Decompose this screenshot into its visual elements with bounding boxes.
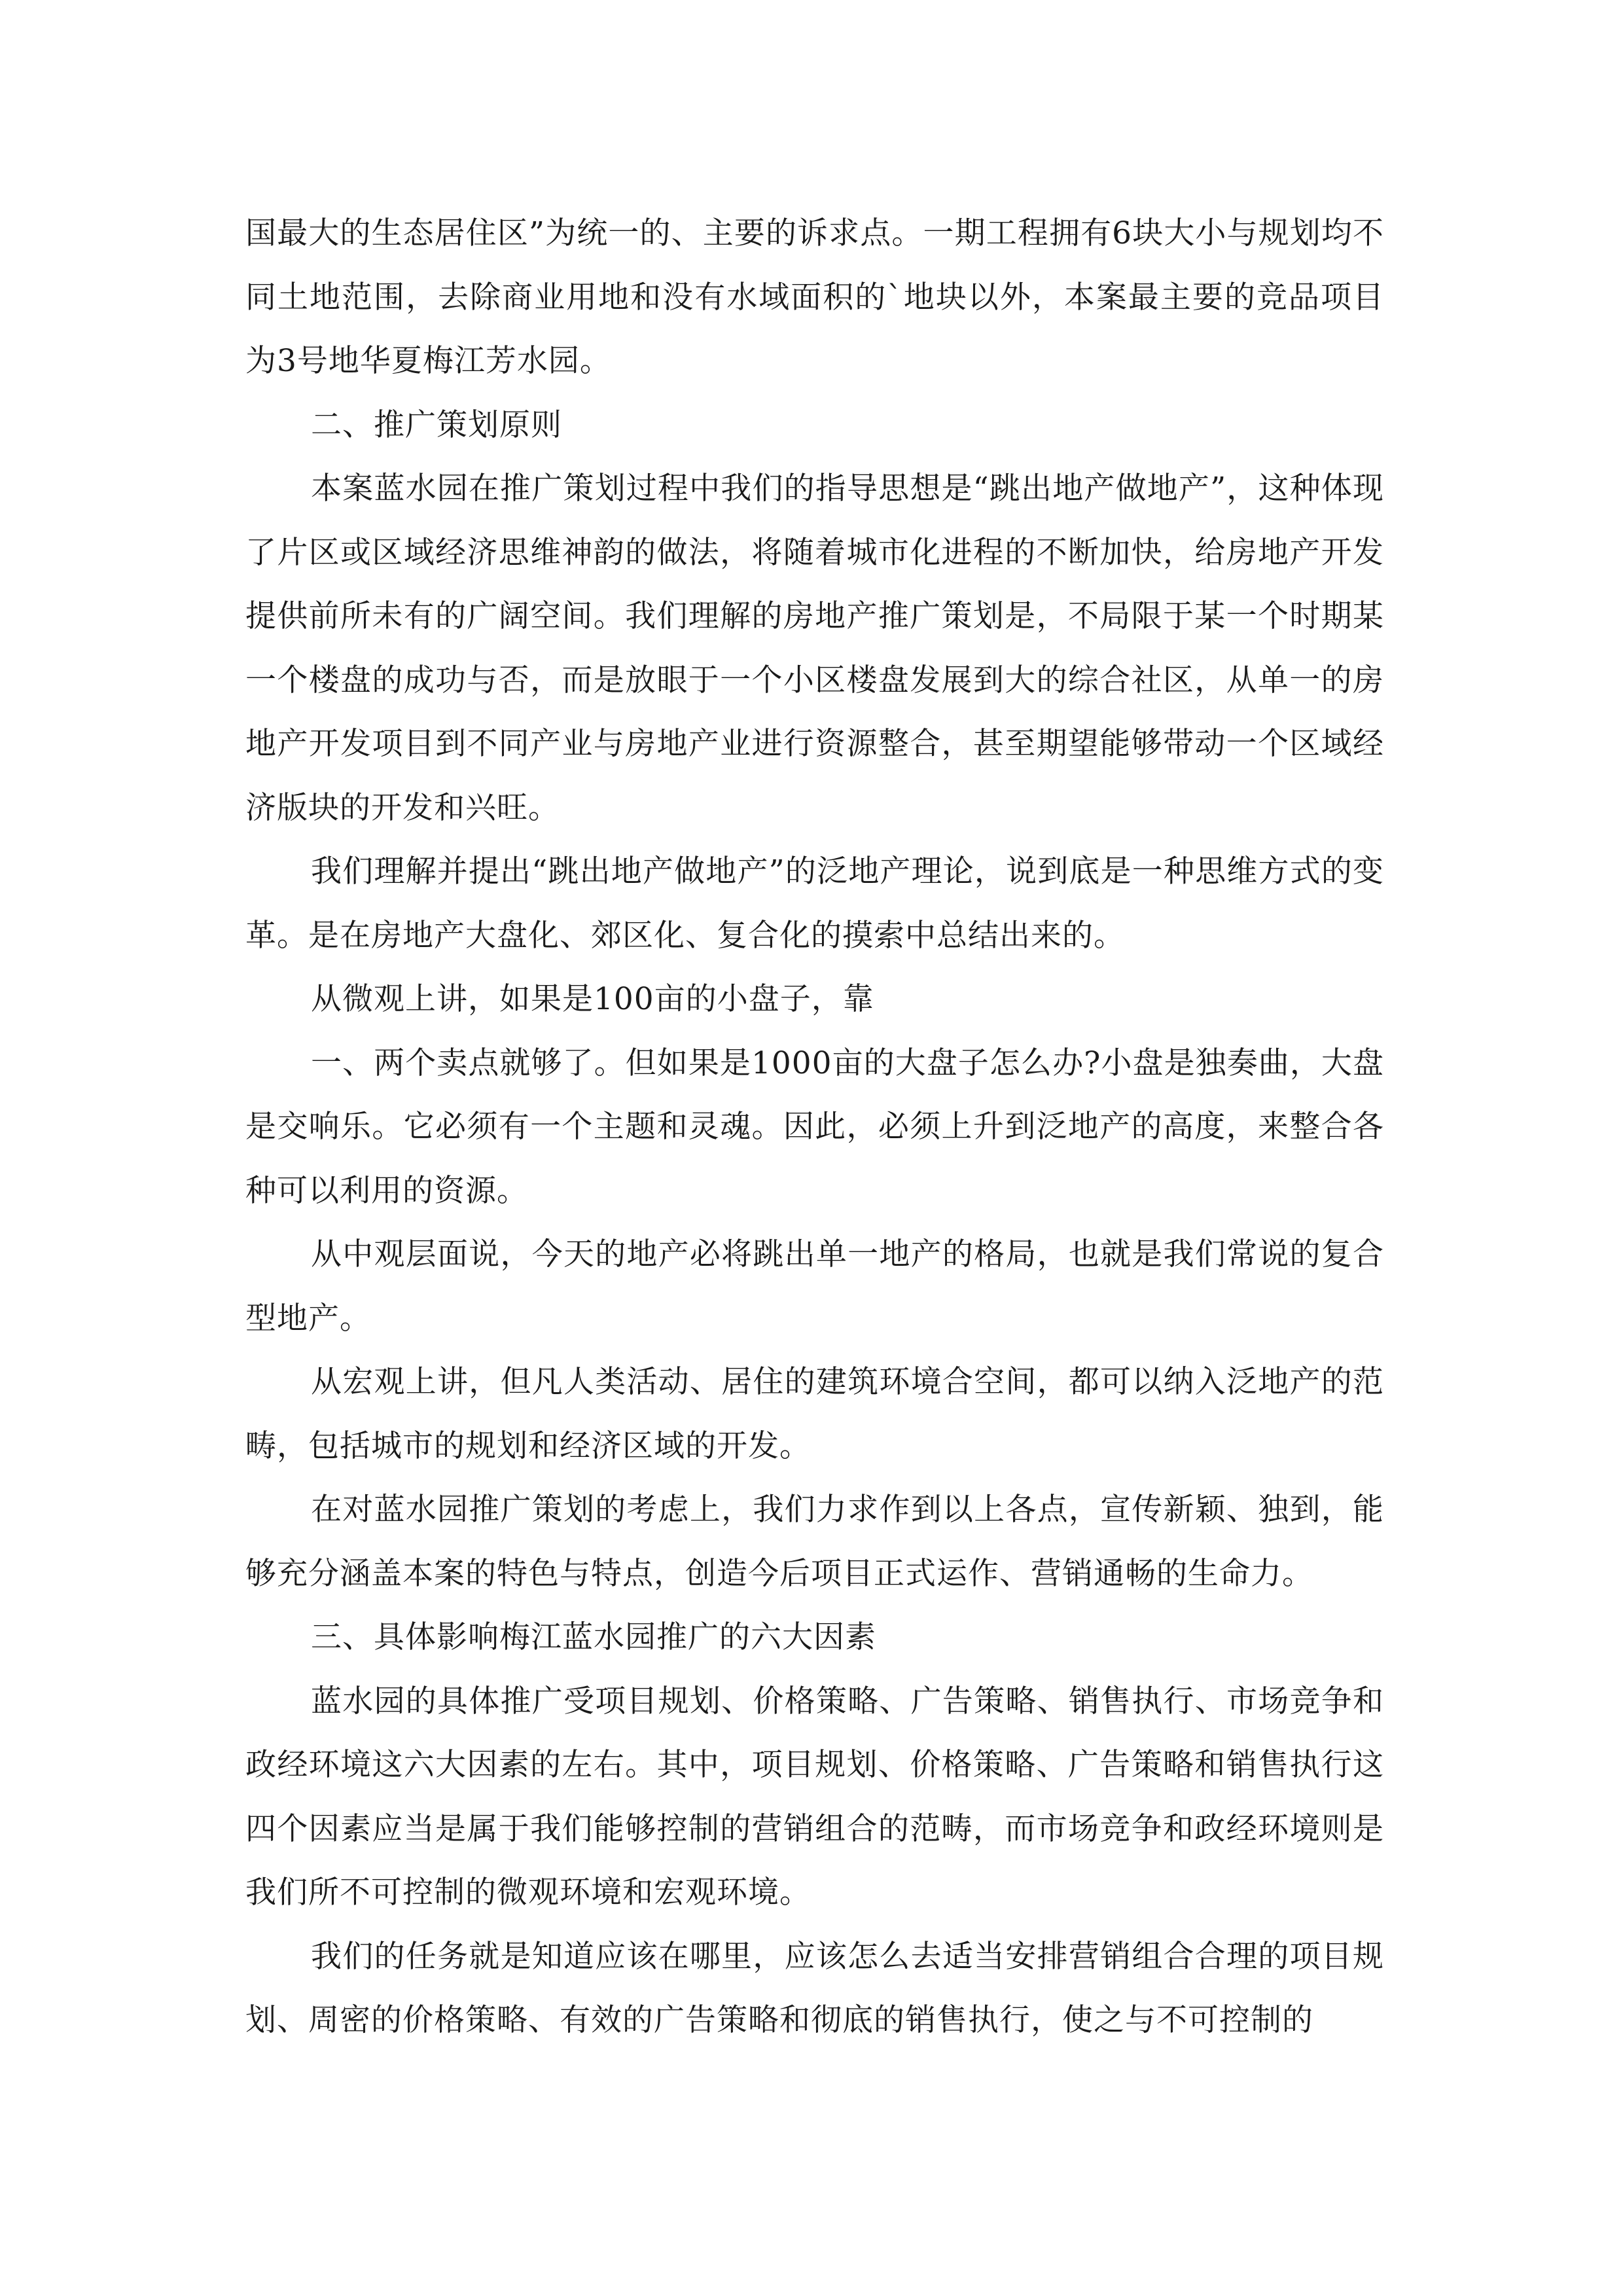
paragraph-meso-view: 从中观层面说，今天的地产必将跳出单一地产的格局，也就是我们常说的复合型地产。: [245, 1236, 1384, 1336]
document-body: [245, 202, 1384, 2053]
heading-promotion-principles: 二、推广策划原则: [311, 406, 562, 443]
paragraph-our-task: 我们的任务就是知道应该在哪里，应该怎么去适当安排营销组合合理的项目规划、周密的价格策略、有效的广告策略和彻底的销售执行，使之与不可控制的: [245, 1938, 1384, 2038]
paragraph-six-factors: 蓝水园的具体推广受项目规划、价格策略、广告策略、销售执行、市场竞争和政经环境这六大因素的左右。其中，项目规划、价格策略、广告策略和销售执行这四个因素应当是属于我们能够控制的营销组合的范畴，而市场竞争和政经环境则是我们所不可控制的微观环境和宏观环境。: [245, 1683, 1384, 1910]
paragraph-pan-real-estate-theory: 我们理解并提出“跳出地产做地产”的泛地产理论，说到底是一种思维方式的变革。是在房地产大盘化、郊区化、复合化的摸索中总结出来的。: [245, 853, 1384, 954]
paragraph-micro-view: 从微观上讲，如果是100亩的小盘子，靠: [311, 981, 874, 1017]
paragraph-guiding-idea: 本案蓝水园在推广策划过程中我们的指导思想是“跳出地产做地产”，这种体现了片区或区域经济思维神韵的做法，将随着城市化进程的不断加快，给房地产开发提供前所未有的广阔空间。我们理解的房地产推广策划是，不局限于某一个时期某一个楼盘的成功与否，而是放眼于一个小区楼盘发展到大的综合社区，从单一的房地产开发项目到不同产业与房地产业进行资源整合，甚至期望能够带动一个区域经济版块的开发和兴旺。: [245, 471, 1384, 826]
paragraph-promotion-considerations: 在对蓝水园推广策划的考虑上，我们力求作到以上各点，宣传新颖、独到，能够充分涵盖本案的特色与特点，创造今后项目正式运作、营销通畅的生命力。: [245, 1492, 1384, 1592]
paragraph-intro-continuation: 国最大的生态居住区”为统一的、主要的诉求点。一期工程拥有6块大小与规划均不同土地范围，去除商业用地和没有水域面积的`地块以外，本案最主要的竞品项目为3号地华夏梅江芳水园。: [245, 215, 1384, 379]
heading-six-factors: 三、具体影响梅江蓝水园推广的六大因素: [311, 1619, 876, 1655]
paragraph-selling-points: 一、两个卖点就够了。但如果是1000亩的大盘子怎么办?小盘是独奏曲，大盘是交响乐。它必须有一个主题和灵魂。因此，必须上升到泛地产的高度，来整合各种可以利用的资源。: [245, 1045, 1384, 1209]
paragraph-macro-view: 从宏观上讲，但凡人类活动、居住的建筑环境合空间，都可以纳入泛地产的范畴，包括城市的规划和经济区域的开发。: [245, 1364, 1384, 1464]
